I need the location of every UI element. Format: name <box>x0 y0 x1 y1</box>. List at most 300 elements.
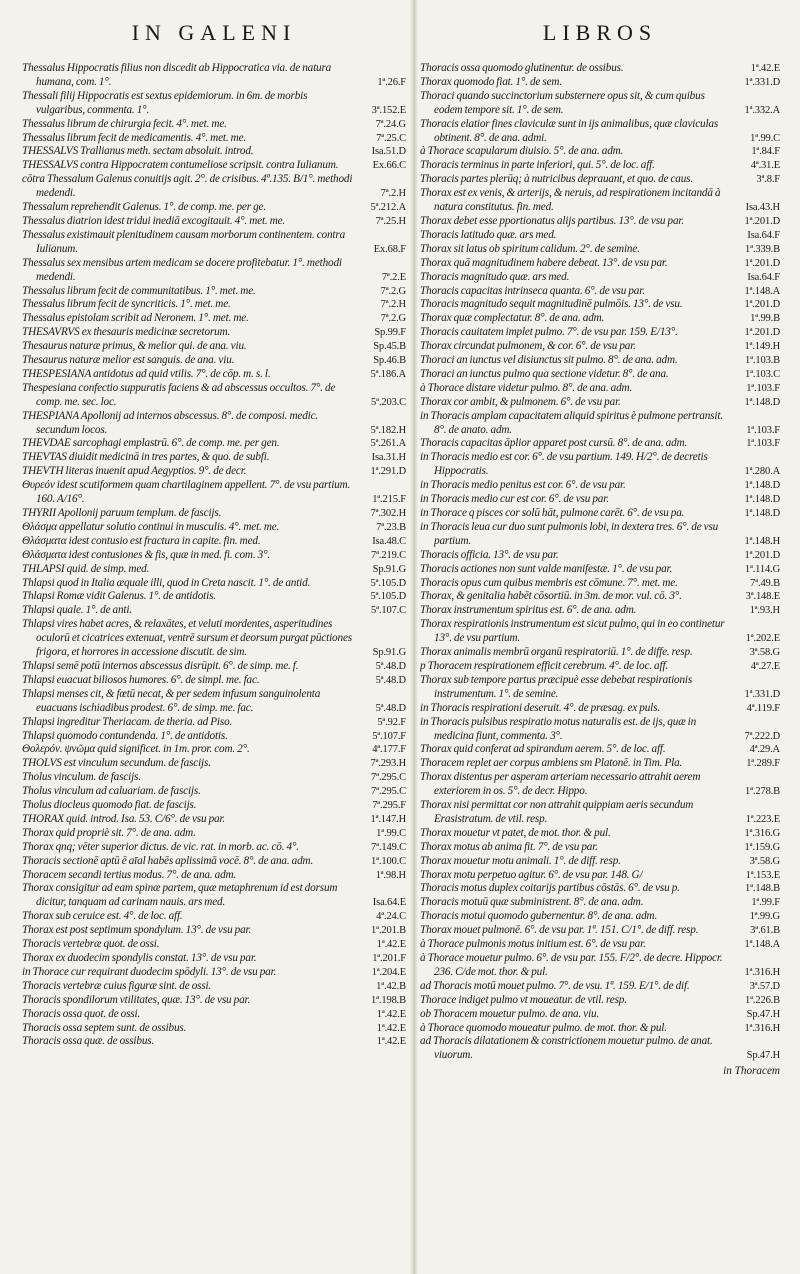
entry-text: ad Thoracis motū mouet pulmo. 7°. de vsu. 1ª. 159. E/1°. de dif. <box>420 979 690 992</box>
index-entry <box>420 118 780 146</box>
entry-reference: 4ª.177.F <box>372 744 406 756</box>
entry-text: Thessali filij Hippocratis est sextus epidemiorum. in 6m. de morbis vulgaribus, commenta. 1°. <box>22 89 308 116</box>
entry-text: Thorax quid conferat ad spirandum aerem. 5°. de loc. aff. <box>420 743 666 756</box>
entry-reference: 1ª.201.D <box>744 299 780 311</box>
entry-text: Thoracem secandi tertius modus. 7°. de ana. adm. <box>22 868 237 881</box>
entry-reference: 3ª.8.F <box>756 174 780 186</box>
entry-text: Thoracis ossa quæ. de ossibus. <box>22 1035 155 1048</box>
entry-text: Thoracis ossa quomodo glutinentur. de ossibus. <box>420 62 624 74</box>
entry-text: Thoraci an iunctus vel disiunctus sit pulmo. 8°. de ana. adm. <box>420 354 678 367</box>
entry-text: Thoracis motui quomodo gubernentur. 8°. de ana. adm. <box>420 910 658 923</box>
index-entry <box>22 298 406 312</box>
entry-reference: 7ª.25.C <box>376 132 406 144</box>
entry-reference: 1ª.103.B <box>745 355 780 367</box>
entry-text: Thorax mouetur vt patet, de mot. thor. & pul. <box>420 826 611 839</box>
index-entry <box>22 229 406 257</box>
index-entry <box>420 187 780 215</box>
index-entry <box>22 980 406 994</box>
entry-reference: 1ª.331.D <box>744 688 780 700</box>
index-entry <box>420 590 780 604</box>
index-entry <box>22 827 406 841</box>
entry-reference: 1ª.99.F <box>751 897 780 909</box>
entry-text: Thorax animalis membrū organū respiratoriū. 1°. de diffe. resp. <box>420 646 693 659</box>
entry-reference: 7ª.25.H <box>375 215 406 227</box>
entry-text: THESPIANA Apollonij ad internos abscessus. 8°. de composi. medic. secundum locos. <box>22 409 319 436</box>
left-running-head: IN GALENI <box>131 20 297 45</box>
page-gutter <box>410 0 418 1274</box>
entry-text: Thoracis opus cum quibus membris est cōmune. 7°. met. me. <box>420 576 678 589</box>
entry-reference: 1ª.198.B <box>371 994 406 1006</box>
index-entry <box>22 743 406 757</box>
entry-text: Thorax sub tempore partus præcipuè esse debebat respirationis instrumentum. 1°. de semine. <box>420 673 693 700</box>
index-entry <box>420 563 780 577</box>
entry-reference: 7ª.293.H <box>370 758 406 770</box>
entry-text: Thessalus epistolam scribit ad Neronem. 1°. met. me. <box>22 312 249 325</box>
entry-text: Θλάσμα appellatur solutio continui in musculis. 4°. met. me. <box>22 520 280 533</box>
index-entry <box>420 145 780 159</box>
index-entry <box>22 910 406 924</box>
entry-reference: 1ª.316.H <box>744 1022 780 1034</box>
index-entry <box>420 493 780 507</box>
entry-reference: Isa.64.F <box>747 271 780 283</box>
entry-reference: 3ª.148.E <box>745 591 780 603</box>
entry-reference: 1ª.280.A <box>744 466 780 478</box>
index-entry <box>420 660 780 674</box>
index-entry <box>420 604 780 618</box>
index-entry <box>22 1022 406 1036</box>
index-entry <box>22 410 406 438</box>
entry-text: THESAVRVS ex thesauris medicinæ secretorum. <box>22 326 231 339</box>
entry-text: in Thoracis respirationi deseruit. 4°. de præsag. ex puls. <box>420 701 660 714</box>
index-entry <box>22 521 406 535</box>
entry-text: Thoracis cauitatem implet pulmo. 7°. de vsu par. 159. E/13°. <box>420 326 678 339</box>
index-entry <box>420 382 780 396</box>
entry-reference: 7ª.2.H <box>380 299 406 311</box>
index-entry <box>22 1008 406 1022</box>
entry-reference: 4ª.31.E <box>750 160 780 172</box>
entry-reference: Sp.91.G <box>372 563 406 575</box>
entry-reference: 1ª.42.B <box>376 980 406 992</box>
entry-text: Thorax distentus per asperam arteriam necessario attrahit aerem exteriorem in os. 5°. de decr. Hippo. <box>420 771 701 798</box>
entry-reference: Sp.46.B <box>373 355 406 367</box>
index-entry <box>420 646 780 660</box>
entry-reference: 1ª.148.A <box>744 285 780 297</box>
entry-text: Thoracis spondilorum vtilitates, quæ. 13°. de vsu par. <box>22 993 251 1006</box>
entry-text: à Thorace scapularum diuisio. 5°. de ana. adm. <box>420 145 624 158</box>
entry-text: Thessalum reprehendit Galenus. 1°. de comp. me. per ge. <box>22 201 267 214</box>
entry-reference: 4ª.27.E <box>750 660 780 672</box>
index-entry <box>420 869 780 883</box>
index-entry <box>420 855 780 869</box>
entry-reference: 1ª.99.G <box>749 911 780 923</box>
entry-text: Thesaurus naturæ melior est sanguis. de ana. viu. <box>22 354 235 367</box>
entry-text: Thorax quā magnitudinem habere debeat. 13°. de vsu par. <box>420 256 668 269</box>
index-entry <box>420 743 780 757</box>
index-entry <box>22 563 406 577</box>
entry-text: Thoracis vertebræ cuius figuræ sint. de ossi. <box>22 979 212 992</box>
index-entry <box>420 980 780 994</box>
entry-text: Thessalus librum fecit de medicamentis. 4°. met. me. <box>22 131 247 144</box>
entry-reference: 1ª.201.D <box>744 257 780 269</box>
index-entry <box>420 910 780 924</box>
entry-text: Thorax motu perpetuo agitur. 6°. de vsu par. 148. G/ <box>420 868 643 881</box>
index-entry <box>22 869 406 883</box>
index-entry <box>22 882 406 910</box>
index-entry <box>22 994 406 1008</box>
index-entry <box>22 938 406 952</box>
entry-text: Thoracem replet aer corpus ambiens sm Platonē. in Tim. Pla. <box>420 757 683 770</box>
index-entry <box>420 507 780 521</box>
entry-reference: Isa.43.H <box>745 202 780 214</box>
entry-reference: 5ª.186.A <box>370 368 406 380</box>
entry-text: Thessalus Hippocratis filius non discedit ab Hippocratica via. de natura humana, com. 1°. <box>22 62 332 88</box>
index-entry <box>22 201 406 215</box>
entry-reference: 1ª.99.B <box>750 313 780 325</box>
entry-reference: 7ª.222.D <box>744 730 780 742</box>
entry-reference: Isa.51.D <box>371 146 406 158</box>
entry-reference: Sp.99.F <box>374 327 406 339</box>
entry-reference: 1ª.42.E <box>376 1008 406 1020</box>
entry-text: Thoracis actiones non sunt valde manifestæ. 1°. de vsu par. <box>420 562 673 575</box>
entry-text: Thoracis terminus in parte inferiori, qui. 5°. de loc. aff. <box>420 159 655 172</box>
entry-text: Thlapsi euacuat biliosos humores. 6°. de simpl. me. fac. <box>22 673 260 686</box>
entry-text: à Thorace mouetur pulmo. 6°. de vsu par. 155. F/2°. de decre. Hippocr. 236. C/de mot. thor. & pul. <box>420 952 723 978</box>
index-entry <box>420 924 780 938</box>
index-entry <box>420 326 780 340</box>
entry-reference: 1ª.148.D <box>744 480 780 492</box>
entry-text: Thoracis elatior fines claviculæ sunt in ijs animalibus, quæ claviculas obtinent. 8°. de ana. admi. <box>420 117 719 144</box>
index-entry <box>22 437 406 451</box>
entry-text: Thoracis ossa quot. de ossi. <box>22 1007 141 1020</box>
entry-text: in Thoracis leua cur duo sunt pulmonis lobi, in dextera tres. 6°. de vsu partium. <box>420 520 719 547</box>
entry-reference: 1ª.99.C <box>376 827 406 839</box>
entry-reference: 1ª.148.D <box>744 508 780 519</box>
entry-reference: Isa.31.H <box>371 452 406 464</box>
index-entry <box>22 604 406 618</box>
entry-text: Thlapsi Romæ vidit Galenus. 1°. de antidotis. <box>22 590 216 603</box>
entry-text: Thoracis capacitas āplior apparet post cursū. 8°. de ana. adm. <box>420 437 688 450</box>
index-entry <box>420 437 780 451</box>
entry-reference: 1ª.103.F <box>746 424 780 436</box>
entry-reference: 1ª.316.G <box>744 827 780 839</box>
entry-text: Thorax quomodo fiat. 1°. de sem. <box>420 75 562 88</box>
entry-text: Thessalus librum fecit de syncriticis. 1°. met. me. <box>22 298 231 311</box>
left-index-entries <box>22 62 406 1049</box>
entry-text: Θλάσματα idest contusio est fractura in capite. fin. med. <box>22 534 261 547</box>
index-entry <box>420 674 780 702</box>
index-entry <box>420 229 780 243</box>
entry-text: in Thoracis amplam capacitatem aliquid spiritus è pulmone pertransit. 8°. de anato. adm. <box>420 409 723 436</box>
entry-text: Thorax circundat pulmonem, & cor. 6°. de vsu par. <box>420 340 636 353</box>
index-entry <box>420 994 780 1008</box>
entry-text: Thlapsi vires habet acres, & relaxātes, et veluti mordentes, asperitudines oculorū et cicatrices extenuat, ventrē sursum et deorsum purgat pūctiones frigora, et horrores in accessione discutit. de sim. <box>22 618 352 659</box>
entry-reference: 1ª.148.H <box>744 535 780 547</box>
entry-text: Θλάσματα idest contusiones & fis, quæ in med. fi. com. 3°. <box>22 548 271 561</box>
entry-reference: 5ª.105.D <box>370 591 406 603</box>
index-entry <box>420 577 780 591</box>
index-entry <box>22 549 406 563</box>
entry-reference: 1ª.339.B <box>745 243 780 255</box>
index-entry <box>420 757 780 771</box>
entry-reference: 1ª.103.C <box>745 368 780 380</box>
entry-text: Thesaurus naturæ primus, & melior qui. de ana. viu. <box>22 340 247 353</box>
entry-text: Thorax sub ceruice est. 4°. de loc. aff. <box>22 910 183 923</box>
entry-text: Thoracis officia. 13°. de vsu par. <box>420 548 559 561</box>
index-entry <box>22 799 406 813</box>
right-running-head: LIBROS <box>542 20 658 45</box>
entry-reference: 3ª.61.B <box>750 925 780 937</box>
index-entry <box>22 326 406 340</box>
entry-reference: 1ª.204.E <box>371 966 406 978</box>
index-entry <box>420 1035 780 1063</box>
index-entry <box>22 577 406 591</box>
entry-reference: 5ª.92.F <box>377 716 406 728</box>
entry-reference: 7ª.49.B <box>750 577 780 589</box>
entry-text: Thorax qnq; vēter superior dictus. de vic. rat. in morb. ac. cō. 4°. <box>22 840 299 853</box>
entry-text: Thessalus sex mensibus artem medicam se docere profitebatur. 1°. methodi medendi. <box>22 256 342 283</box>
index-entry <box>420 716 780 744</box>
entry-text: Thorax respirationis instrumentum est sicut pulmo, qui in eo continetur 13°. de vsu partium. <box>420 618 725 645</box>
index-entry <box>22 285 406 299</box>
entry-text: Thessalus existimauit plenitudinem causam morborum continentem. contra Iulianum. <box>22 228 346 255</box>
entry-reference: 5ª.182.H <box>370 424 406 436</box>
entry-text: THESSALVS contra Hippocratem contumeliose scripsit. contra Iulianum. <box>22 159 339 172</box>
entry-text: Thlapsi quale. 1°. de anti. <box>22 604 132 617</box>
index-entry <box>22 62 406 90</box>
entry-text: Thorax mouet pulmonē. 6°. de vsu par. 1ª. 151. C/1°. de diff. resp. <box>420 924 699 937</box>
entry-reference: 1ª.26.F <box>377 76 406 88</box>
entry-reference: 5ª.203.C <box>371 396 406 408</box>
entry-text: Thorax motus ab anima fit. 7°. de vsu par. <box>420 840 598 853</box>
entry-reference: 1ª.291.D <box>370 466 406 478</box>
index-entry <box>22 952 406 966</box>
left-column <box>22 18 406 1049</box>
entry-text: Thorax sit latus ob spiritum calidum. 2°. de semine. <box>420 242 640 255</box>
entry-reference: 1ª.103.F <box>746 438 780 450</box>
entry-reference: Ex.68.F <box>373 243 406 255</box>
entry-reference: 3ª.152.E <box>371 104 406 116</box>
entry-reference: 1ª.226.B <box>745 994 780 1006</box>
index-entry <box>22 660 406 674</box>
entry-text: Thoraci an iunctus pulmo qua sectione videtur. 8°. de ana. <box>420 367 669 380</box>
entry-reference: 7ª.23.B <box>376 521 406 533</box>
entry-reference: 7ª.295.C <box>371 772 406 784</box>
entry-text: Thorax est ex venis, & arterijs, & neruis, ad respirationem incitandā à natura constitutus. fin. med. <box>420 187 721 214</box>
index-entry <box>22 535 406 549</box>
entry-reference: 5ª.212.A <box>370 202 406 214</box>
entry-text: Thorax consigitur ad eam spinæ partem, quæ metaphrenum id est dorsum dicitur, tanquam ad carinam nauis. ars med. <box>22 882 338 909</box>
entry-text: cōtra Thessalum Galenus conuitijs agit. 2°. de crisibus. 4ª.135. B/1°. methodi medendi. <box>22 173 353 200</box>
index-entry <box>420 799 780 827</box>
index-entry <box>22 173 406 201</box>
catchword: in Thoracem <box>723 1065 780 1078</box>
entry-reference: 1ª.223.E <box>745 813 780 825</box>
entry-reference: 1ª.331.D <box>744 76 780 88</box>
entry-text: Thorax quæ complectatur. 8°. de ana. adm. <box>420 312 605 325</box>
entry-text: Thoracis motus duplex coitarijs partibus cōstās. 6°. de vsu p. <box>420 882 680 895</box>
entry-reference: 7ª.2.G <box>380 313 406 325</box>
entry-reference: 1ª.103.F <box>746 382 780 394</box>
entry-text: Thoraci quando succinctorium substernere opus sit, & cum quibus eodem tempore sit. 1°. de sem. <box>420 89 705 116</box>
index-entry <box>420 618 780 646</box>
entry-text: ad Thoracis dilatationem & constrictionem mouetur pulmo. de anat. viuorum. <box>420 1035 713 1062</box>
entry-text: THOLVS est vinculum secundum. de fascijs. <box>22 757 211 770</box>
index-entry <box>420 410 780 438</box>
entry-reference: 1ª.148.A <box>744 939 780 951</box>
entry-text: in Thoracis medio est cor. 6°. de vsu partium. 149. H/2°. de decretis Hippocratis. <box>420 451 708 478</box>
entry-reference: 1ª.332.A <box>744 104 780 116</box>
entry-reference: 1ª.159.G <box>744 841 780 853</box>
index-entry <box>420 76 780 90</box>
entry-reference: 1ª.148.B <box>745 883 780 895</box>
index-entry <box>420 882 780 896</box>
entry-reference: Isa.48.C <box>372 535 406 547</box>
entry-text: Thessalus librum fecit de communitatibus. 1°. met. me. <box>22 284 256 297</box>
index-entry <box>22 1035 406 1049</box>
entry-reference: 3ª.58.G <box>749 855 780 867</box>
index-entry <box>22 716 406 730</box>
entry-reference: 5ª.107.C <box>371 605 406 617</box>
entry-text: Thessalus librum de chirurgia fecit. 4°. met. me. <box>22 117 227 130</box>
entry-text: in Thorace q pisces cor solū hāt, pulmone carēt. 6°. de vsu pa. <box>420 507 685 519</box>
entry-reference: 5ª.48.D <box>375 660 406 672</box>
entry-reference: 1ª.148.D <box>744 396 780 408</box>
entry-text: Thorax ex duodecim spondylis constat. 13°. de vsu par. <box>22 952 257 964</box>
entry-text: Thorax est post septimum spondylum. 13°. de vsu par. <box>22 924 252 937</box>
entry-text: Thoracis vertebræ quot. de ossi. <box>22 938 160 951</box>
entry-reference: 1ª.201.D <box>744 215 780 227</box>
entry-reference: 7ª.24.G <box>375 118 406 130</box>
entry-text: Thorax, & genitalia habēt cōsortiū. in 3m. de mor. vul. cō. 3°. <box>420 590 682 603</box>
index-entry <box>420 938 780 952</box>
entry-reference: Sp.47.H <box>746 1050 780 1062</box>
entry-reference: 7ª.302.H <box>370 508 406 519</box>
entry-reference: 7ª.295.C <box>371 786 406 798</box>
entry-text: p Thoracem respirationem efficit cerebrum. 4°. de loc. aff. <box>420 659 669 672</box>
entry-reference: 5ª.105.D <box>370 577 406 589</box>
entry-reference: 5ª.48.D <box>375 702 406 714</box>
entry-text: Thoracis capacitas intrinseca quanta. 6°. de vsu par. <box>420 284 645 297</box>
index-entry <box>420 285 780 299</box>
entry-reference: 1ª.93.H <box>749 605 780 617</box>
entry-reference: Isa.64.E <box>372 897 406 909</box>
entry-reference: 1ª.100.C <box>371 855 406 867</box>
entry-text: Thoracis sectionē aptū ē aīal habēs aplissimā vocē. 8°. de ana. adm. <box>22 854 314 867</box>
entry-reference: 5ª.107.F <box>372 730 406 742</box>
entry-reference: 7ª.149.C <box>371 841 406 853</box>
entry-reference: 1ª.201.D <box>744 327 780 339</box>
index-entry <box>22 757 406 771</box>
index-entry <box>420 451 780 479</box>
entry-text: Thlapsi semē potū internos abscessus disrūpit. 6°. de simp. me. f. <box>22 659 299 672</box>
entry-text: Thorax nisi permittat cor non attrahit quippiam aeris secundum Erasistratum. de vtil. resp. <box>420 799 694 825</box>
entry-reference: 1ª.215.F <box>372 494 406 506</box>
index-entry <box>420 396 780 410</box>
index-entry <box>420 479 780 493</box>
index-entry <box>22 215 406 229</box>
index-entry <box>22 841 406 855</box>
index-entry <box>22 813 406 827</box>
entry-reference: 3ª.57.D <box>749 980 780 992</box>
entry-reference: 1ª.289.F <box>746 758 780 770</box>
index-entry <box>22 368 406 382</box>
index-entry <box>420 952 780 980</box>
index-entry <box>22 451 406 465</box>
entry-reference: 1ª.202.E <box>745 633 780 645</box>
entry-text: Thessalus diatrion idest tridui inediā excogitauit. 4°. met. me. <box>22 214 286 227</box>
entry-text: Thorace indiget pulmo vt moueatur. de vtil. resp. <box>420 993 627 1006</box>
index-entry <box>420 271 780 285</box>
index-entry <box>22 479 406 507</box>
index-entry <box>22 771 406 785</box>
entry-reference: 1ª.42.E <box>376 939 406 951</box>
right-column <box>420 18 780 1077</box>
entry-reference: Isa.64.F <box>747 229 780 241</box>
entry-reference: Ex.66.C <box>372 160 406 172</box>
index-entry <box>420 340 780 354</box>
entry-reference: 7ª.219.C <box>371 549 406 561</box>
entry-text: THEVDAE sarcophagi emplastrū. 6°. de comp. me. per gen. <box>22 437 280 450</box>
index-entry <box>420 841 780 855</box>
entry-reference: 5ª.261.A <box>370 438 406 450</box>
entry-text: Θολερόν. ψνῶμα quid significet. in 1m. pror. com. 2°. <box>22 743 250 756</box>
index-entry <box>22 688 406 716</box>
entry-text: THESPESIANA antidotus ad quid vtilis. 7°. de cōp. m. s. l. <box>22 367 271 380</box>
entry-reference: 1ª.99.C <box>750 132 780 144</box>
entry-text: Tholus diocleus quomodo fiat. de fascijs. <box>22 799 197 812</box>
entry-text: Thespesiana confectio suppuratis faciens & ad abscessus occultos. 7°. de comp. me. sec. loc. <box>22 381 336 408</box>
entry-text: Thoracis magnitudo quæ. ars med. <box>420 270 570 283</box>
entry-reference: 7ª.295.F <box>372 800 406 812</box>
entry-reference: 4ª.24.C <box>376 911 406 923</box>
entry-reference: 5ª.48.D <box>375 674 406 686</box>
index-entry <box>22 855 406 869</box>
index-entry <box>420 90 780 118</box>
index-entry <box>420 368 780 382</box>
entry-reference: 1ª.201.F <box>372 953 406 964</box>
entry-reference: 1ª.42.E <box>376 1022 406 1034</box>
entry-reference: 1ª.148.D <box>744 494 780 506</box>
entry-text: Thoracis latitudo quæ. ars med. <box>420 228 557 241</box>
index-entry <box>22 257 406 285</box>
entry-text: à Thorace quomodo moueatur pulmo. de mot. thor. & pul. <box>420 1021 667 1034</box>
entry-reference: 7ª.2.H <box>380 188 406 200</box>
entry-text: Thorax debet esse pportionatus alijs partibus. 13°. de vsu par. <box>420 214 684 227</box>
index-entry <box>22 159 406 173</box>
entry-text: in Thorace cur requirant duodecim spōdyli. 13°. de vsu par. <box>22 965 277 978</box>
entry-text: THORAX quid. introd. Isa. 53. C/6°. de vsu par. <box>22 812 226 825</box>
index-entry <box>420 354 780 368</box>
entry-reference: 1ª.114.G <box>744 563 780 575</box>
entry-text: Thorax instrumentum spiritus est. 6°. de ana. adm. <box>420 604 637 617</box>
right-index-entries <box>420 62 780 1063</box>
index-entry <box>420 827 780 841</box>
index-entry <box>22 132 406 146</box>
entry-text: THESSALVS Trallianus meth. sectam absoluit. introd. <box>22 145 254 158</box>
index-entry <box>420 257 780 271</box>
index-entry <box>420 159 780 173</box>
index-entry <box>420 521 780 549</box>
entry-reference: 7ª.2.E <box>381 271 406 283</box>
entry-text: THEVTAS diuidit medicinā in tres partes, & quo. de subfi. <box>22 451 270 464</box>
index-entry <box>22 312 406 326</box>
entry-reference: 1ª.147.H <box>370 813 406 825</box>
entry-reference: 4ª.29.A <box>749 744 780 756</box>
index-entry <box>22 465 406 479</box>
index-entry <box>420 549 780 563</box>
entry-reference: 7ª.2.G <box>380 285 406 297</box>
entry-text: in Thoracis pulsibus respiratio motus naturalis est. de ijs, quæ in medicina fiunt, commenta. 3°. <box>420 715 697 742</box>
